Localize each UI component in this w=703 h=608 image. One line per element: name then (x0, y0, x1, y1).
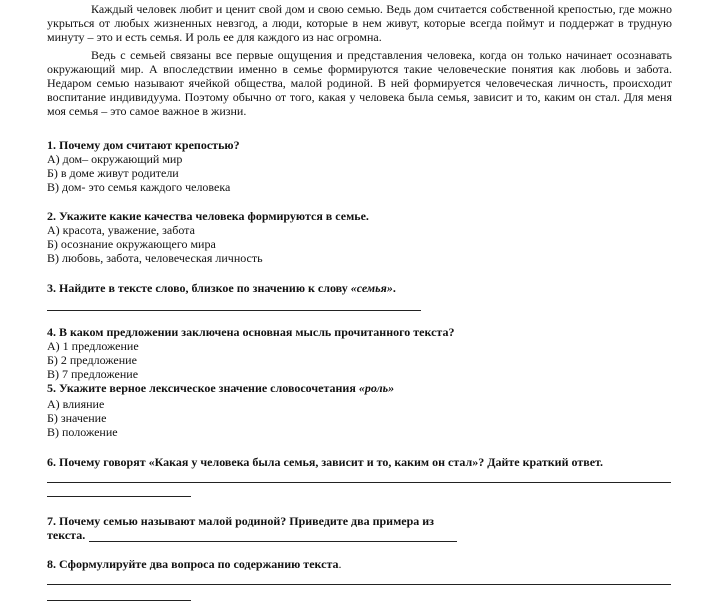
question-1-option-b: Б) в доме живут родители (47, 166, 179, 180)
question-1-option-a: А) дом– окружающий мир (47, 152, 183, 166)
question-6-answer-line-1[interactable] (47, 482, 671, 483)
question-4-option-c: В) 7 предложение (47, 367, 139, 381)
question-5-title: 5. Укажите верное лексическое значение словосочетания «роль» (47, 381, 395, 395)
question-7-title-line-1: 7. Почему семью называют малой родиной? Приведите два примера из (47, 514, 434, 528)
question-4-option-b: Б) 2 предложение (47, 353, 137, 367)
question-1-title: 1. Почему дом считают крепостью? (47, 138, 240, 152)
question-2-option-a: А) красота, уважение, забота (47, 223, 195, 237)
question-2-option-c: В) любовь, забота, человеческая личность (47, 251, 263, 265)
question-6-answer-line-2[interactable] (47, 496, 191, 497)
question-4-option-a: А) 1 предложение (47, 339, 139, 353)
question-3-answer-line[interactable] (47, 310, 421, 311)
question-3-title: 3. Найдите в тексте слово, близкое по значению к слову «семья». (47, 281, 396, 295)
question-7-answer-line[interactable] (89, 541, 457, 542)
question-2-option-b: Б) осознание окружающего мира (47, 237, 216, 251)
question-2-title: 2. Укажите какие качества человека формируются в семье. (47, 209, 369, 223)
question-5-option-c: В) положение (47, 425, 118, 439)
question-1-option-c: В) дом- это семья каждого человека (47, 180, 231, 194)
question-8-title: 8. Сформулируйте два вопроса по содержанию текста. (47, 557, 342, 571)
text-paragraph-2: Ведь с семьей связаны все первые ощущения и представления человека, когда он только начинает осознавать окружающий мир. А впоследствии именно в семье формируются такие человеческие понятия как любовь и забота. Недаром семью называют ячейкой общества, малой родиной. В ней формируется человеческая личность, происходит воспитание индивидуума. Поэтому обычно от того, какая у человека была семья, зависит и то, каким он стал. Для меня моя семья – это самое важное в жизни. (47, 48, 672, 118)
question-5-keyword: «роль» (358, 381, 395, 395)
question-3-keyword: «семья» (350, 281, 393, 295)
text-paragraph-1: Каждый человек любит и ценит свой дом и свою семью. Ведь дом считается собственной крепостью, где можно укрыться от любых жизненных невзгод, а люди, которые в нем живут, которые всегда поймут и поддержат в трудную минуту – это и есть семья. И роль ее для каждого из нас огромна. (47, 2, 672, 44)
question-6-title: 6. Почему говорят «Какая у человека была семья, зависит и то, каким он стал»? Дайте краткий ответ. (47, 455, 604, 469)
question-8-answer-line-1[interactable] (47, 584, 671, 585)
question-5-option-a: А) влияние (47, 397, 105, 411)
question-7-title-line-2: текста. (47, 528, 86, 542)
question-4-title: 4. В каком предложении заключена основная мысль прочитанного текста? (47, 325, 455, 339)
question-5-option-b: Б) значение (47, 411, 107, 425)
question-8-answer-line-2[interactable] (47, 600, 191, 601)
